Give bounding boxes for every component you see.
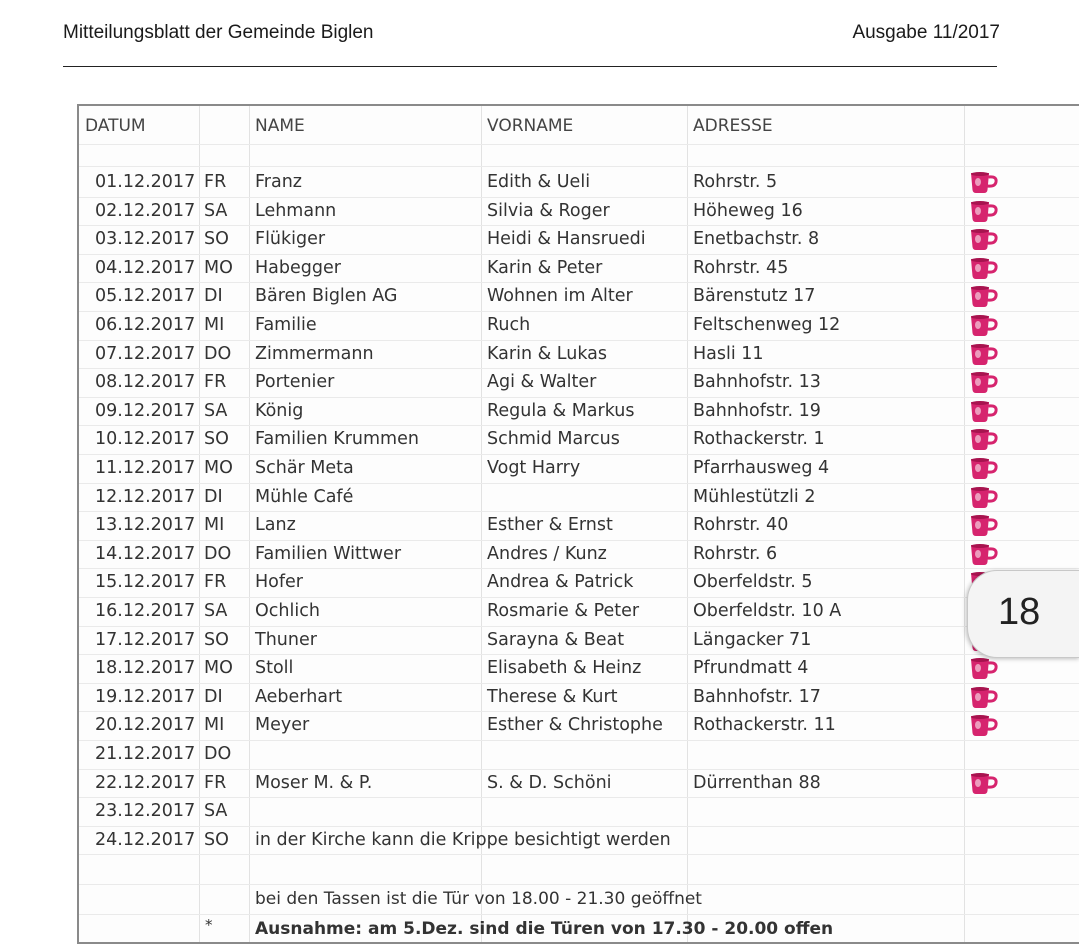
row-vorname: Silvia & Roger xyxy=(487,200,610,221)
row-adresse: Rohrstr. 45 xyxy=(693,257,789,278)
row-weekday: MO xyxy=(204,458,233,478)
row-weekday: FR xyxy=(204,172,227,192)
row-date: 07.12.2017 xyxy=(95,343,196,364)
row-date: 14.12.2017 xyxy=(95,543,196,564)
row-name: Familie xyxy=(255,315,317,335)
note-door-hours: bei den Tassen ist die Tür von 18.00 - 21.30 geöffnet xyxy=(255,889,702,909)
row-adresse: Rothackerstr. 1 xyxy=(693,429,825,450)
row-vorname: Schmid Marcus xyxy=(487,429,620,450)
coffee-cup-icon xyxy=(969,256,999,280)
issue-number: Ausgabe 11/2017 xyxy=(852,22,1000,43)
table-row xyxy=(79,340,1079,370)
coffee-cup-icon xyxy=(969,485,999,509)
coffee-cup-icon xyxy=(969,399,999,423)
row-vorname: Agi & Walter xyxy=(487,372,597,393)
coffee-cup-icon xyxy=(969,199,999,223)
row-date: 19.12.2017 xyxy=(95,686,196,707)
row-date: 12.12.2017 xyxy=(95,486,196,507)
table-row xyxy=(79,740,1079,770)
table-row xyxy=(79,826,1079,856)
row-weekday: DO xyxy=(204,543,232,564)
row-weekday: MI xyxy=(204,715,225,736)
row-vorname: Edith & Ueli xyxy=(487,172,591,192)
row-name: Zimmermann xyxy=(255,343,374,364)
row-weekday: SA xyxy=(204,801,228,822)
row-weekday: MO xyxy=(204,257,233,278)
row-name: Franz xyxy=(255,172,302,192)
advent-window-table xyxy=(77,104,1079,944)
coffee-cup-icon xyxy=(969,427,999,451)
row-name: König xyxy=(255,400,304,421)
row-adresse: Bahnhofstr. 19 xyxy=(693,400,821,421)
row-date: 05.12.2017 xyxy=(95,286,196,307)
row-weekday: SO xyxy=(204,629,229,650)
row-name: Bären Biglen AG xyxy=(255,286,398,307)
row-vorname: Andrea & Patrick xyxy=(487,572,634,593)
row-adresse: Höheweg 16 xyxy=(693,200,803,221)
row-name: Mühle Café xyxy=(255,486,354,507)
row-date: 09.12.2017 xyxy=(95,400,196,421)
row-name: Schär Meta xyxy=(255,458,354,478)
table-row xyxy=(79,168,1079,198)
row-adresse: Bahnhofstr. 17 xyxy=(693,686,821,707)
row-vorname: Elisabeth & Heinz xyxy=(487,658,642,679)
row-adresse: Längacker 71 xyxy=(693,629,812,650)
row-weekday: SO xyxy=(204,429,229,450)
column-header-datum: DATUM xyxy=(85,116,146,136)
page-number: 18 xyxy=(998,591,1041,633)
row-date: 04.12.2017 xyxy=(95,257,196,278)
row-vorname: Esther & Ernst xyxy=(487,515,613,536)
row-adresse: Bahnhofstr. 13 xyxy=(693,372,821,393)
table-row xyxy=(79,654,1079,684)
row-name: Portenier xyxy=(255,372,335,393)
table-row xyxy=(79,540,1079,570)
row-name: Meyer xyxy=(255,715,310,736)
row-date: 22.12.2017 xyxy=(95,772,196,793)
row-weekday: SO xyxy=(204,229,229,250)
row-name: Ochlich xyxy=(255,601,320,621)
row-adresse: Pfrundmatt 4 xyxy=(693,658,809,679)
row-vorname: Vogt Harry xyxy=(487,458,581,478)
row-name: Aeberhart xyxy=(255,686,343,707)
row-name: Familien Krummen xyxy=(255,429,419,450)
column-header-name: NAME xyxy=(255,116,305,136)
row-name: in der Kirche kann die Krippe besichtigt werden xyxy=(255,829,671,850)
row-weekday: SO xyxy=(204,829,229,850)
row-adresse: Enetbachstr. 8 xyxy=(693,229,820,250)
coffee-cup-icon xyxy=(969,456,999,480)
coffee-cup-icon xyxy=(969,685,999,709)
row-date: 02.12.2017 xyxy=(95,200,196,221)
row-adresse: Rohrstr. 40 xyxy=(693,515,789,536)
note-asterisk: * xyxy=(205,916,213,934)
row-date: 21.12.2017 xyxy=(95,744,196,764)
row-vorname: Wohnen im Alter xyxy=(487,286,633,307)
row-date: 08.12.2017 xyxy=(95,372,196,393)
header-rule xyxy=(63,66,997,67)
table-row xyxy=(79,483,1079,513)
table-row xyxy=(79,425,1079,455)
row-date: 17.12.2017 xyxy=(95,629,196,650)
table-row xyxy=(79,597,1079,627)
table-row xyxy=(79,711,1079,741)
row-weekday: DI xyxy=(204,286,223,307)
row-adresse: Rothackerstr. 11 xyxy=(693,715,836,736)
row-vorname: Esther & Christophe xyxy=(487,715,663,736)
row-adresse: Rohrstr. 5 xyxy=(693,172,778,192)
row-adresse: Dürrenthan 88 xyxy=(693,772,821,793)
row-date: 06.12.2017 xyxy=(95,315,196,335)
row-adresse: Bärenstutz 17 xyxy=(693,286,816,307)
row-adresse: Mühlestützli 2 xyxy=(693,486,816,507)
table-row xyxy=(79,311,1079,341)
table-row xyxy=(79,511,1079,541)
row-vorname: Rosmarie & Peter xyxy=(487,601,640,621)
coffee-cup-icon xyxy=(969,542,999,566)
table-row xyxy=(79,568,1079,598)
table-row xyxy=(79,683,1079,713)
coffee-cup-icon xyxy=(969,284,999,308)
table-row xyxy=(79,282,1079,312)
row-weekday: SA xyxy=(204,200,228,221)
table-row xyxy=(79,254,1079,284)
coffee-cup-icon xyxy=(969,713,999,737)
coffee-cup-icon xyxy=(969,771,999,795)
table-spacer-row xyxy=(79,144,1079,167)
row-weekday: MI xyxy=(204,315,225,335)
row-name: Thuner xyxy=(255,629,317,650)
row-weekday: DO xyxy=(204,343,232,364)
row-name: Hofer xyxy=(255,572,303,593)
row-date: 03.12.2017 xyxy=(95,229,196,250)
row-name: Stoll xyxy=(255,658,294,679)
row-date: 18.12.2017 xyxy=(95,658,196,679)
row-weekday: FR xyxy=(204,772,227,793)
table-row xyxy=(79,225,1079,255)
notes-spacer xyxy=(79,854,1079,885)
row-vorname: S. & D. Schöni xyxy=(487,772,612,793)
row-weekday: FR xyxy=(204,572,227,593)
row-vorname: Ruch xyxy=(487,315,531,335)
table-row xyxy=(79,626,1079,656)
note-row-exception xyxy=(79,914,1079,942)
row-date: 16.12.2017 xyxy=(95,601,196,621)
row-weekday: FR xyxy=(204,372,227,393)
row-weekday: MO xyxy=(204,658,233,679)
table-header-row xyxy=(79,106,1079,145)
table-row xyxy=(79,769,1079,799)
row-vorname: Karin & Peter xyxy=(487,257,603,278)
row-vorname: Heidi & Hansruedi xyxy=(487,229,646,250)
row-adresse: Oberfeldstr. 10 A xyxy=(693,601,842,621)
row-vorname: Therese & Kurt xyxy=(487,686,618,707)
row-adresse: Feltschenweg 12 xyxy=(693,315,841,335)
row-date: 20.12.2017 xyxy=(95,715,196,736)
row-weekday: DI xyxy=(204,486,223,507)
row-vorname: Karin & Lukas xyxy=(487,343,608,364)
table-row xyxy=(79,397,1079,427)
row-adresse: Pfarrhausweg 4 xyxy=(693,458,830,478)
row-weekday: DI xyxy=(204,686,223,707)
row-weekday: SA xyxy=(204,400,228,421)
coffee-cup-icon xyxy=(969,370,999,394)
row-date: 13.12.2017 xyxy=(95,515,196,536)
coffee-cup-icon xyxy=(969,170,999,194)
row-vorname: Andres / Kunz xyxy=(487,543,607,564)
row-adresse: Oberfeldstr. 5 xyxy=(693,572,813,593)
row-weekday: DO xyxy=(204,744,232,764)
row-date: 24.12.2017 xyxy=(95,829,196,850)
table-row xyxy=(79,797,1079,827)
row-vorname: Regula & Markus xyxy=(487,400,635,421)
coffee-cup-icon xyxy=(969,513,999,537)
coffee-cup-icon xyxy=(969,342,999,366)
row-adresse: Hasli 11 xyxy=(693,343,764,364)
coffee-cup-icon xyxy=(969,313,999,337)
table-row xyxy=(79,368,1079,398)
page-number-badge xyxy=(967,570,1079,658)
row-name: Lanz xyxy=(255,515,296,536)
row-date: 10.12.2017 xyxy=(95,429,196,450)
note-row-hours xyxy=(79,884,1079,915)
coffee-cup-icon xyxy=(969,227,999,251)
row-weekday: SA xyxy=(204,601,228,621)
row-date: 15.12.2017 xyxy=(95,572,196,593)
row-date: 11.12.2017 xyxy=(95,458,196,478)
row-date: 01.12.2017 xyxy=(95,172,196,192)
publication-title: Mitteilungsblatt der Gemeinde Biglen xyxy=(63,22,374,43)
note-exception: Ausnahme: am 5.Dez. sind die Türen von 17.30 - 20.00 offen xyxy=(255,919,834,939)
table-row xyxy=(79,197,1079,227)
row-name: Familien Wittwer xyxy=(255,543,402,564)
coffee-cup-icon xyxy=(969,656,999,680)
table-row xyxy=(79,454,1079,484)
row-name: Moser M. & P. xyxy=(255,772,373,793)
row-name: Lehmann xyxy=(255,200,337,221)
column-header-adresse: ADRESSE xyxy=(693,116,773,136)
row-adresse: Rohrstr. 6 xyxy=(693,543,778,564)
row-date: 23.12.2017 xyxy=(95,801,196,822)
row-vorname: Sarayna & Beat xyxy=(487,629,625,650)
row-name: Flükiger xyxy=(255,229,326,250)
column-header-vorname: VORNAME xyxy=(487,116,574,136)
row-name: Habegger xyxy=(255,257,341,278)
row-weekday: MI xyxy=(204,515,225,536)
